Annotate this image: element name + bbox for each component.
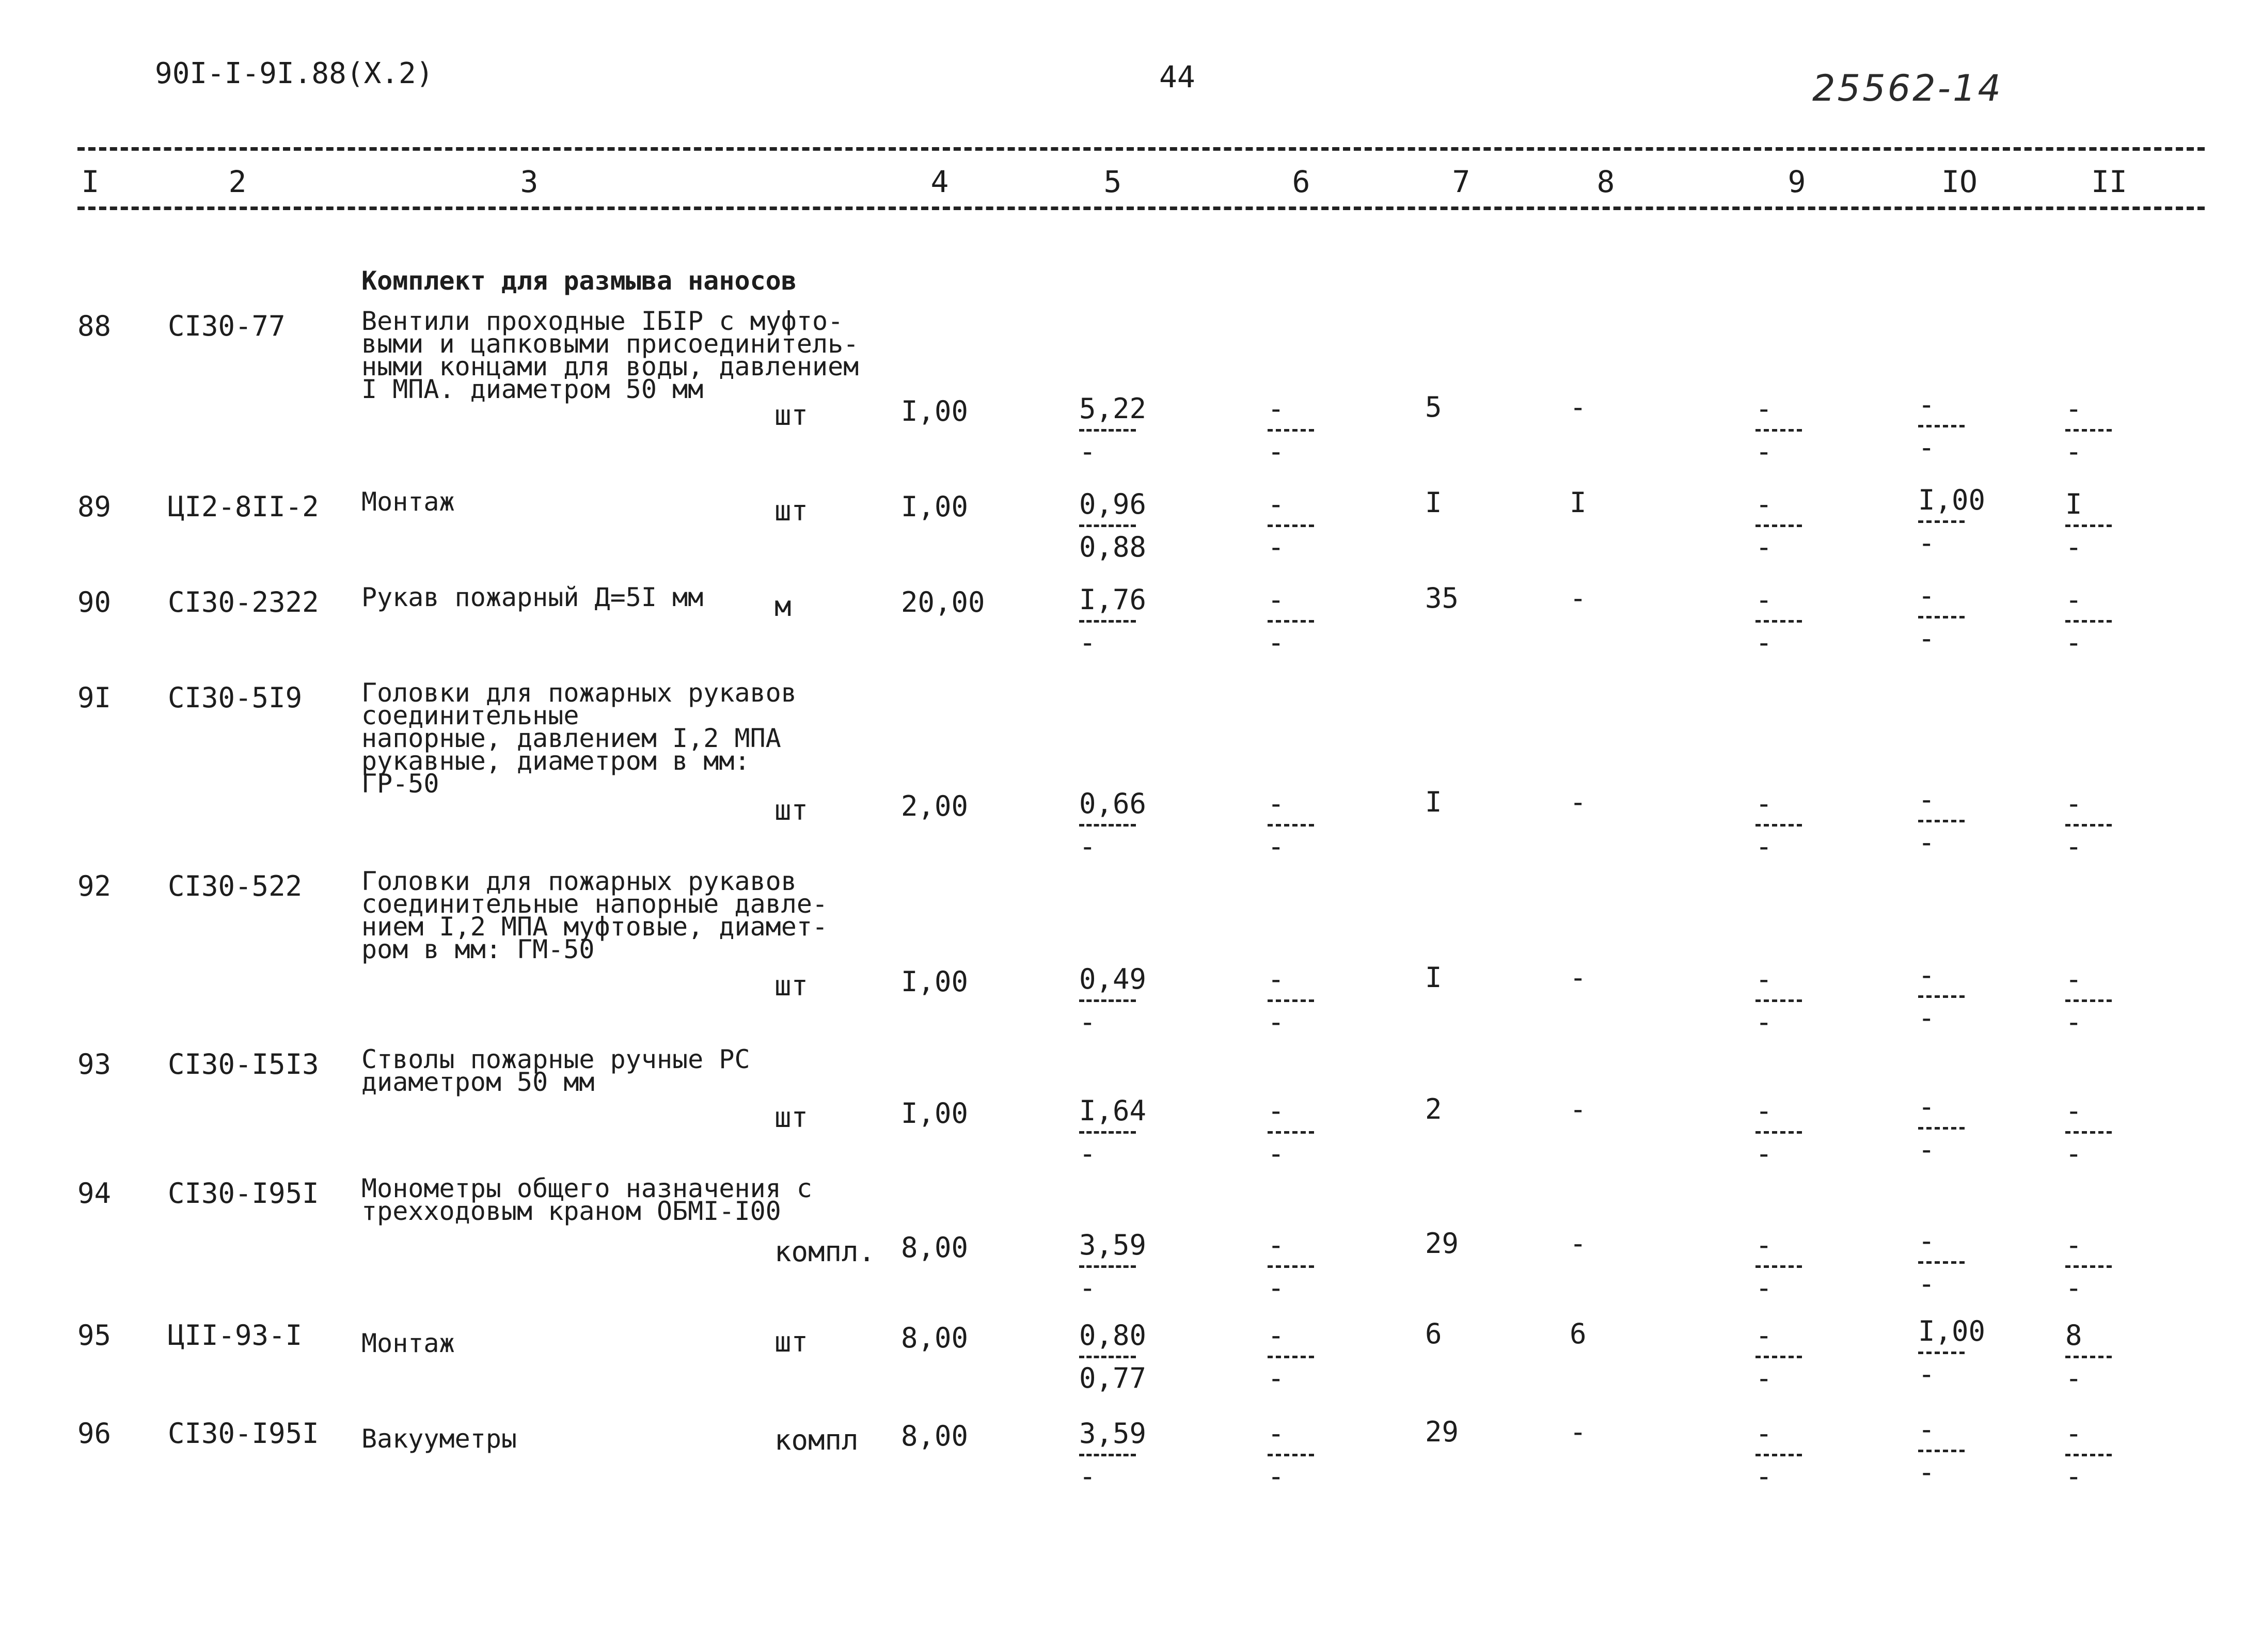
unit-cost-fraction-bar bbox=[1079, 620, 1136, 623]
col9-value-fraction-bar bbox=[1755, 999, 1802, 1002]
col10-value-numerator: - bbox=[1918, 579, 1935, 612]
price-code: CI30-I5I3 bbox=[168, 1048, 319, 1081]
col6-value-fraction-bar bbox=[1268, 1454, 1314, 1456]
row-number: 92 bbox=[77, 870, 112, 902]
col10-value-numerator: I,00 bbox=[1918, 484, 1986, 516]
col10-value-denominator: - bbox=[1918, 1002, 1935, 1034]
col11-value-numerator: - bbox=[2065, 787, 2082, 820]
col11-value-denominator: - bbox=[2065, 1362, 2082, 1394]
col6-value-denominator: - bbox=[1268, 626, 1285, 659]
col10-value-denominator: - bbox=[1918, 622, 1935, 655]
header-rule-top bbox=[77, 147, 2205, 151]
unit-of-measure: компл bbox=[774, 1424, 859, 1456]
price-code: CI30-I95I bbox=[168, 1177, 319, 1210]
col11-value bbox=[2065, 1231, 2112, 1302]
unit-of-measure: шт bbox=[774, 1101, 809, 1134]
col9-value-denominator: - bbox=[1755, 435, 1773, 468]
row-number: 89 bbox=[77, 490, 112, 523]
col9-value-fraction-bar bbox=[1755, 1454, 1802, 1456]
unit-cost-numerator: 0,49 bbox=[1079, 963, 1147, 995]
column-number: 7 bbox=[1452, 164, 1470, 199]
col9-value-fraction-bar bbox=[1755, 620, 1802, 623]
unit-cost-fraction-bar bbox=[1079, 1454, 1136, 1456]
col10-value-denominator: - bbox=[1918, 1267, 1935, 1300]
col9-value-denominator: - bbox=[1755, 626, 1773, 659]
quantity: I,00 bbox=[901, 965, 969, 998]
col11-value-denominator: - bbox=[2065, 1137, 2082, 1170]
unit-of-measure: шт bbox=[774, 794, 809, 827]
column-number: IO bbox=[1941, 164, 1978, 199]
col7-value: I bbox=[1425, 961, 1442, 994]
price-code: CI30-I95I bbox=[168, 1417, 319, 1450]
price-code: CI30-522 bbox=[168, 870, 303, 902]
col6-value-denominator: - bbox=[1268, 531, 1285, 563]
col11-value-fraction-bar bbox=[2065, 1131, 2112, 1134]
col7-value: 6 bbox=[1425, 1317, 1442, 1350]
price-code: CI30-2322 bbox=[168, 586, 319, 618]
price-code: CI30-77 bbox=[168, 310, 286, 342]
col9-value-numerator: - bbox=[1755, 787, 1773, 820]
col7-value: 5 bbox=[1425, 391, 1442, 423]
col10-value bbox=[1918, 388, 1965, 464]
unit-cost-fraction-bar bbox=[1079, 824, 1136, 827]
col11-value-denominator: - bbox=[2065, 435, 2082, 468]
unit-cost bbox=[1079, 1417, 1147, 1492]
item-description: Рукав пожарный Д=5I мм bbox=[361, 582, 704, 612]
col10-value-fraction-bar bbox=[1918, 995, 1965, 998]
item-description: Головки для пожарных рукавов соединительные напорные, давлением I,2 МПА рукавные, диаметром в мм: ГР-50 bbox=[361, 678, 797, 799]
col10-value-fraction-bar bbox=[1918, 820, 1965, 822]
col11-value-numerator: - bbox=[2065, 1094, 2082, 1127]
row-number: 9I bbox=[77, 681, 112, 714]
col7-value: 29 bbox=[1425, 1227, 1459, 1260]
col10-value bbox=[1918, 1317, 1985, 1388]
item-description: Монтаж bbox=[361, 1328, 455, 1358]
item-description: Стволы пожарные ручные РС диаметром 50 мм bbox=[361, 1044, 750, 1097]
col9-value-denominator: - bbox=[1755, 531, 1773, 563]
col11-value bbox=[2065, 965, 2112, 1036]
unit-cost-numerator: 0,80 bbox=[1079, 1319, 1147, 1352]
col10-value-denominator: - bbox=[1918, 1133, 1935, 1166]
unit-cost bbox=[1079, 1094, 1147, 1170]
col9-value-denominator: - bbox=[1755, 1362, 1773, 1394]
col8-value: - bbox=[1570, 786, 1587, 818]
quantity: 8,00 bbox=[901, 1420, 969, 1452]
col9-value-numerator: - bbox=[1755, 1094, 1773, 1127]
col8-value: - bbox=[1570, 1227, 1587, 1260]
col11-value-numerator: - bbox=[2065, 1417, 2082, 1450]
col11-value-numerator: 8 bbox=[2065, 1319, 2082, 1352]
col9-value bbox=[1755, 1417, 1802, 1492]
col10-value-denominator: - bbox=[1918, 431, 1935, 464]
col9-value-fraction-bar bbox=[1755, 429, 1802, 432]
col9-value-fraction-bar bbox=[1755, 1265, 1802, 1268]
col6-value-denominator: - bbox=[1268, 1460, 1285, 1492]
col11-value bbox=[2065, 392, 2112, 468]
col9-value bbox=[1755, 490, 1802, 561]
col10-value-fraction-bar bbox=[1918, 1450, 1965, 1452]
col9-value-fraction-bar bbox=[1755, 1131, 1802, 1134]
col11-value bbox=[2065, 787, 2112, 863]
col8-value: I bbox=[1570, 486, 1587, 519]
page-number: 44 bbox=[1159, 59, 1195, 94]
quantity: I,00 bbox=[901, 490, 969, 523]
col9-value bbox=[1755, 1231, 1802, 1302]
unit-cost-numerator: 3,59 bbox=[1079, 1417, 1147, 1450]
col10-value-fraction-bar bbox=[1918, 1352, 1965, 1354]
col6-value-fraction-bar bbox=[1268, 824, 1314, 827]
col10-value bbox=[1918, 579, 1965, 655]
unit-cost-denominator: - bbox=[1079, 830, 1096, 863]
col11-value-numerator: - bbox=[2065, 392, 2082, 425]
unit-cost-denominator: - bbox=[1079, 435, 1096, 468]
unit-cost-fraction-bar bbox=[1079, 999, 1136, 1002]
column-number: 8 bbox=[1596, 164, 1615, 199]
unit-cost-fraction-bar bbox=[1079, 1265, 1136, 1268]
col11-value-fraction-bar bbox=[2065, 525, 2112, 527]
col6-value-fraction-bar bbox=[1268, 429, 1314, 432]
col10-value bbox=[1918, 783, 1965, 859]
row-number: 90 bbox=[77, 586, 112, 618]
col11-value-fraction-bar bbox=[2065, 999, 2112, 1002]
col6-value-numerator: - bbox=[1268, 1229, 1285, 1261]
col11-value-fraction-bar bbox=[2065, 1356, 2112, 1358]
col8-value: - bbox=[1570, 961, 1587, 994]
col11-value-fraction-bar bbox=[2065, 1454, 2112, 1456]
unit-cost-numerator: 0,96 bbox=[1079, 488, 1147, 520]
col7-value: I bbox=[1425, 786, 1442, 818]
col7-value: 35 bbox=[1425, 582, 1459, 614]
col8-value: 6 bbox=[1570, 1317, 1587, 1350]
col6-value bbox=[1268, 1417, 1314, 1492]
row-number: 95 bbox=[77, 1319, 112, 1352]
col10-value-denominator: - bbox=[1918, 1456, 1935, 1488]
unit-cost-numerator: I,76 bbox=[1079, 583, 1147, 616]
col9-value bbox=[1755, 1319, 1802, 1394]
column-number: 9 bbox=[1788, 164, 1806, 199]
col11-value-fraction-bar bbox=[2065, 620, 2112, 623]
col9-value-denominator: - bbox=[1755, 1137, 1773, 1170]
col9-value-denominator: - bbox=[1755, 1272, 1773, 1304]
col6-value-fraction-bar bbox=[1268, 1131, 1314, 1134]
col11-value-denominator: - bbox=[2065, 1006, 2082, 1038]
col10-value bbox=[1918, 486, 1985, 557]
row-number: 88 bbox=[77, 310, 112, 342]
col6-value-numerator: - bbox=[1268, 1319, 1285, 1352]
col11-value-denominator: - bbox=[2065, 531, 2082, 563]
unit-cost-denominator: - bbox=[1079, 1272, 1096, 1304]
header-rule-bottom bbox=[77, 206, 2205, 210]
col6-value-numerator: - bbox=[1268, 1417, 1285, 1450]
col6-value-denominator: - bbox=[1268, 1272, 1285, 1304]
col6-value bbox=[1268, 1319, 1314, 1394]
col9-value-numerator: - bbox=[1755, 392, 1773, 425]
unit-cost-denominator: - bbox=[1079, 1460, 1096, 1492]
col11-value bbox=[2065, 1094, 2112, 1170]
col6-value-numerator: - bbox=[1268, 787, 1285, 820]
item-description: Монометры общего назначения с трехходовым краном ОБМI-I00 bbox=[361, 1173, 812, 1226]
col6-value bbox=[1268, 1231, 1314, 1302]
col10-value-numerator: - bbox=[1918, 959, 1935, 991]
col10-value-fraction-bar bbox=[1918, 1127, 1965, 1130]
unit-cost-numerator: 0,66 bbox=[1079, 787, 1147, 820]
quantity: 8,00 bbox=[901, 1231, 969, 1264]
unit-cost-fraction-bar bbox=[1079, 429, 1136, 432]
col6-value bbox=[1268, 1094, 1314, 1170]
column-number: 6 bbox=[1292, 164, 1310, 199]
row-number: 96 bbox=[77, 1417, 112, 1450]
col9-value bbox=[1755, 392, 1802, 468]
row-number: 93 bbox=[77, 1048, 112, 1081]
col11-value bbox=[2065, 1417, 2112, 1492]
col10-value-numerator: - bbox=[1918, 783, 1935, 816]
unit-cost bbox=[1079, 1231, 1146, 1302]
col11-value-fraction-bar bbox=[2065, 1265, 2112, 1268]
unit-of-measure: м bbox=[774, 590, 792, 623]
col9-value-fraction-bar bbox=[1755, 1356, 1802, 1358]
column-number: II bbox=[2091, 164, 2127, 199]
col6-value-denominator: - bbox=[1268, 830, 1285, 863]
column-number: 4 bbox=[930, 164, 949, 199]
unit-cost-fraction-bar bbox=[1079, 525, 1136, 527]
col6-value-fraction-bar bbox=[1268, 999, 1314, 1002]
column-number: 5 bbox=[1103, 164, 1122, 199]
col11-value-numerator: - bbox=[2065, 1229, 2082, 1261]
col6-value-denominator: - bbox=[1268, 1137, 1285, 1170]
col9-value-numerator: - bbox=[1755, 488, 1773, 520]
col11-value-numerator: I bbox=[2065, 488, 2082, 520]
col10-value-numerator: I,00 bbox=[1918, 1315, 1986, 1347]
row-number: 94 bbox=[77, 1177, 112, 1210]
price-code: ЦII-93-I bbox=[168, 1319, 303, 1352]
col11-value-numerator: - bbox=[2065, 963, 2082, 995]
col8-value: - bbox=[1570, 1416, 1587, 1448]
col10-value-denominator: - bbox=[1918, 527, 1935, 559]
col8-value: - bbox=[1570, 582, 1587, 614]
col9-value-fraction-bar bbox=[1755, 525, 1802, 527]
unit-of-measure: шт bbox=[774, 495, 809, 527]
col11-value-denominator: - bbox=[2065, 1272, 2082, 1304]
col11-value-denominator: - bbox=[2065, 626, 2082, 659]
column-number: 2 bbox=[228, 164, 247, 199]
document-designation: 90I-I-9I.88(X.2) bbox=[155, 57, 434, 90]
col9-value bbox=[1755, 1094, 1802, 1170]
col6-value-numerator: - bbox=[1268, 963, 1285, 995]
col11-value-denominator: - bbox=[2065, 830, 2082, 863]
col6-value bbox=[1268, 392, 1314, 468]
col9-value-denominator: - bbox=[1755, 1460, 1773, 1492]
quantity: I,00 bbox=[901, 1097, 969, 1130]
col11-value-numerator: - bbox=[2065, 583, 2082, 616]
unit-cost-fraction-bar bbox=[1079, 1131, 1136, 1134]
quantity: 8,00 bbox=[901, 1322, 969, 1354]
unit-of-measure: компл. bbox=[774, 1235, 876, 1268]
col10-value bbox=[1918, 1227, 1965, 1298]
col10-value-fraction-bar bbox=[1918, 616, 1965, 618]
col7-value: I bbox=[1425, 486, 1442, 519]
col10-value bbox=[1918, 1090, 1965, 1166]
col9-value-numerator: - bbox=[1755, 1229, 1773, 1261]
col10-value-numerator: - bbox=[1918, 1413, 1935, 1446]
col6-value-denominator: - bbox=[1268, 435, 1285, 468]
item-description: Вакууметры bbox=[361, 1424, 517, 1454]
section-title: Комплект для размыва наносов bbox=[361, 266, 797, 296]
unit-of-measure: шт bbox=[774, 970, 809, 1002]
col6-value-fraction-bar bbox=[1268, 1265, 1314, 1268]
price-code: ЦI2-8II-2 bbox=[168, 490, 319, 523]
unit-cost bbox=[1079, 965, 1146, 1036]
unit-cost-fraction-bar bbox=[1079, 1356, 1136, 1358]
col9-value-numerator: - bbox=[1755, 583, 1773, 616]
unit-cost-denominator: - bbox=[1079, 1137, 1096, 1170]
unit-cost-numerator: I,64 bbox=[1079, 1094, 1147, 1127]
col10-value-fraction-bar bbox=[1918, 425, 1965, 427]
quantity: 2,00 bbox=[901, 790, 969, 822]
col6-value-fraction-bar bbox=[1268, 1356, 1314, 1358]
col10-value-denominator: - bbox=[1918, 1358, 1935, 1390]
col11-value bbox=[2065, 490, 2112, 561]
col9-value bbox=[1755, 965, 1802, 1036]
unit-cost bbox=[1079, 1319, 1147, 1394]
col10-value-numerator: - bbox=[1918, 1090, 1935, 1123]
quantity: I,00 bbox=[901, 395, 969, 427]
unit-cost-denominator: 0,77 bbox=[1079, 1362, 1147, 1394]
col11-value-denominator: - bbox=[2065, 1460, 2082, 1492]
item-description: Вентили проходные IБIР с муфто- выми и цапковыми присоединитель- ными концами для воды, давлением I МПА. диаметром 50 мм bbox=[361, 306, 859, 404]
col10-value-numerator: - bbox=[1918, 1225, 1935, 1257]
col11-value-fraction-bar bbox=[2065, 429, 2112, 432]
col6-value bbox=[1268, 787, 1314, 863]
sheet-code: 25562-14 bbox=[1812, 67, 2003, 109]
unit-cost-numerator: 3,59 bbox=[1079, 1229, 1147, 1261]
col10-value-fraction-bar bbox=[1918, 520, 1965, 523]
col6-value-numerator: - bbox=[1268, 583, 1285, 616]
col8-value: - bbox=[1570, 391, 1587, 423]
col6-value-fraction-bar bbox=[1268, 525, 1314, 527]
col7-value: 2 bbox=[1425, 1093, 1442, 1125]
price-code: CI30-5I9 bbox=[168, 681, 303, 714]
col10-value-numerator: - bbox=[1918, 388, 1935, 421]
col10-value-denominator: - bbox=[1918, 826, 1935, 859]
unit-cost bbox=[1079, 787, 1147, 863]
col6-value-numerator: - bbox=[1268, 488, 1285, 520]
col9-value bbox=[1755, 787, 1802, 863]
col10-value bbox=[1918, 1413, 1965, 1488]
col11-value bbox=[2065, 583, 2112, 659]
quantity: 20,00 bbox=[901, 586, 985, 618]
col6-value bbox=[1268, 583, 1314, 659]
col6-value bbox=[1268, 965, 1314, 1036]
col9-value-numerator: - bbox=[1755, 963, 1773, 995]
col10-value-fraction-bar bbox=[1918, 1261, 1965, 1264]
col7-value: 29 bbox=[1425, 1416, 1459, 1448]
col6-value-numerator: - bbox=[1268, 392, 1285, 425]
col6-value-fraction-bar bbox=[1268, 620, 1314, 623]
unit-of-measure: шт bbox=[774, 399, 809, 432]
unit-cost-numerator: 5,22 bbox=[1079, 392, 1147, 425]
col11-value-fraction-bar bbox=[2065, 824, 2112, 827]
col9-value bbox=[1755, 583, 1802, 659]
col6-value-denominator: - bbox=[1268, 1362, 1285, 1394]
col9-value-numerator: - bbox=[1755, 1417, 1773, 1450]
col9-value-fraction-bar bbox=[1755, 824, 1802, 827]
column-number: I bbox=[81, 164, 100, 199]
col6-value bbox=[1268, 490, 1314, 561]
unit-cost bbox=[1079, 490, 1146, 561]
column-number: 3 bbox=[520, 164, 539, 199]
col9-value-denominator: - bbox=[1755, 1006, 1773, 1038]
unit-of-measure: шт bbox=[774, 1326, 809, 1358]
unit-cost-denominator: - bbox=[1079, 1006, 1096, 1038]
unit-cost bbox=[1079, 392, 1147, 468]
item-description: Головки для пожарных рукавов соединительные напорные давле- нием I,2 МПА муфтовые, диамет- ром в мм: ГМ-50 bbox=[361, 866, 828, 964]
col6-value-denominator: - bbox=[1268, 1006, 1285, 1038]
col9-value-denominator: - bbox=[1755, 830, 1773, 863]
col6-value-numerator: - bbox=[1268, 1094, 1285, 1127]
unit-cost-denominator: 0,88 bbox=[1079, 531, 1147, 563]
col11-value bbox=[2065, 1319, 2112, 1394]
col9-value-numerator: - bbox=[1755, 1319, 1773, 1352]
col10-value bbox=[1918, 961, 1965, 1032]
unit-cost-denominator: - bbox=[1079, 626, 1096, 659]
item-description: Монтаж bbox=[361, 487, 455, 517]
col8-value: - bbox=[1570, 1093, 1587, 1125]
unit-cost bbox=[1079, 583, 1147, 659]
